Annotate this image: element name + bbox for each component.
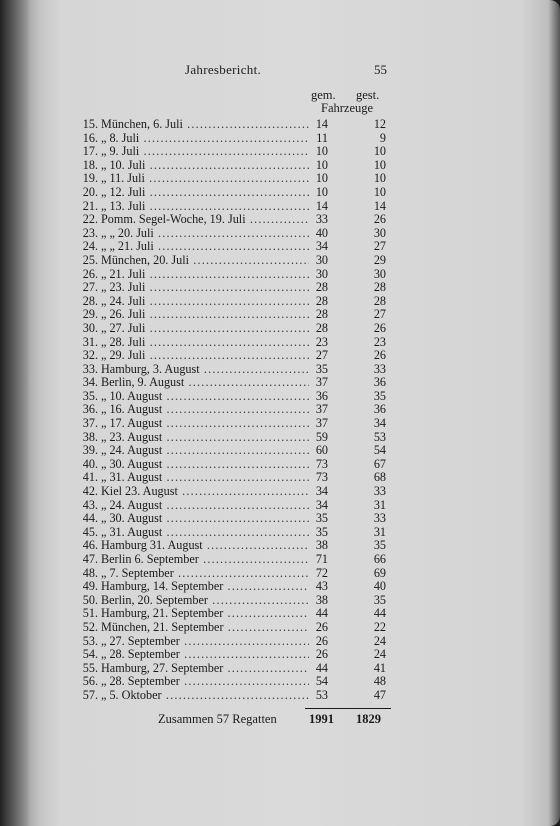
row-gem: 73	[315, 456, 328, 471]
row-event: „ 10. Juli .....	[101, 158, 309, 173]
row-number: 46.	[82, 538, 98, 553]
row-gem: 10	[315, 184, 328, 199]
table-row	[78, 430, 388, 444]
table-row	[78, 321, 388, 335]
row-number: 28.	[82, 293, 98, 308]
row-gest: 40	[373, 579, 386, 594]
row-event: München, 6. Juli .....	[101, 117, 309, 132]
table-row	[78, 267, 388, 281]
total-gest: 1829	[356, 712, 381, 726]
row-event: „ 12. Juli .....	[101, 185, 309, 200]
row-gem: 34	[315, 497, 328, 512]
row-number: 18.	[82, 157, 98, 172]
row-gem: 23	[315, 334, 328, 349]
row-number: 50.	[82, 592, 98, 607]
row-gem: 37	[315, 416, 328, 431]
table-row	[78, 335, 388, 349]
table-row	[78, 579, 388, 593]
row-gem: 26	[315, 619, 328, 634]
row-gem: 27	[315, 348, 328, 363]
row-gest: 24	[373, 633, 386, 648]
table-row	[78, 484, 388, 498]
row-event: „ „ 20. Juli .....	[101, 226, 309, 241]
row-event: „ 28. September .....	[101, 647, 309, 662]
row-number: 26.	[82, 266, 98, 281]
row-gest: 28	[373, 293, 386, 308]
row-gem: 53	[315, 687, 328, 702]
row-gem: 73	[315, 470, 328, 485]
row-number: 23.	[82, 225, 98, 240]
row-event: „ 31. August .....	[101, 525, 309, 540]
row-number: 25.	[82, 252, 98, 267]
row-gest: 44	[373, 606, 386, 621]
regatta-table	[78, 117, 388, 702]
row-event: „ 26. Juli .....	[101, 307, 309, 322]
table-row	[78, 566, 388, 580]
row-gem: 59	[315, 429, 328, 444]
total-gem: 1991	[309, 712, 334, 726]
row-number: 17.	[82, 144, 98, 159]
table-row	[78, 634, 388, 648]
row-gest: 26	[373, 212, 386, 227]
column-header-gest: gest.	[356, 88, 380, 102]
row-gest: 34	[373, 416, 386, 431]
row-number: 37.	[82, 416, 98, 431]
row-gest: 12	[373, 117, 386, 131]
row-number: 21.	[82, 198, 98, 213]
row-event: Kiel 23. August .....	[101, 484, 309, 499]
row-gest: 10	[373, 171, 386, 186]
row-event: „ 31. August .....	[101, 470, 309, 485]
row-gest: 28	[373, 280, 386, 295]
row-number: 55.	[82, 660, 98, 675]
row-gest: 35	[373, 538, 386, 553]
row-number: 43.	[82, 497, 98, 512]
row-gest: 31	[373, 524, 386, 539]
row-gest: 36	[373, 375, 386, 390]
row-gest: 10	[373, 144, 386, 159]
row-event: „ 16. August .....	[101, 402, 309, 417]
row-event: „ 23. August .....	[101, 430, 309, 445]
row-number: 29.	[82, 307, 98, 322]
book-spine	[0, 0, 30, 826]
table-row	[78, 552, 388, 566]
row-number: 49.	[82, 579, 98, 594]
row-gest: 27	[373, 307, 386, 322]
row-gem: 35	[315, 524, 328, 539]
row-gem: 60	[315, 443, 328, 458]
row-event: Berlin 6. September .....	[101, 552, 309, 567]
table-row	[78, 131, 388, 145]
row-event: „ 5. Oktober .....	[101, 688, 309, 703]
table-row	[78, 511, 388, 525]
row-number: 48.	[82, 565, 98, 580]
table-row	[78, 307, 388, 321]
row-event: Hamburg, 14. September .....	[101, 579, 309, 594]
row-number: 56.	[82, 674, 98, 689]
row-gem: 38	[315, 592, 328, 607]
row-number: 39.	[82, 443, 98, 458]
row-gest: 33	[373, 511, 386, 526]
row-gem: 43	[315, 579, 328, 594]
row-gem: 28	[315, 307, 328, 322]
row-gest: 47	[373, 687, 386, 702]
running-title: Jahresbericht.	[185, 62, 262, 77]
row-event: Hamburg, 21. September .....	[101, 606, 309, 621]
row-gem: 10	[315, 171, 328, 186]
row-gest: 10	[373, 184, 386, 199]
table-row	[78, 389, 388, 403]
row-event: „ 29. Juli .....	[101, 348, 309, 363]
row-number: 32.	[82, 348, 98, 363]
row-gest: 27	[373, 239, 386, 254]
table-row	[78, 593, 388, 607]
row-gest: 30	[373, 266, 386, 281]
row-number: 53.	[82, 633, 98, 648]
table-row	[78, 226, 388, 240]
row-number: 54.	[82, 647, 98, 662]
row-gem: 30	[315, 266, 328, 281]
row-event: „ „ 21. Juli .....	[101, 239, 309, 254]
row-event: „ 17. August .....	[101, 416, 309, 431]
row-number: 47.	[82, 552, 98, 566]
row-number: 45.	[82, 524, 98, 539]
row-number: 20.	[82, 184, 98, 199]
table-row	[78, 661, 388, 675]
row-event: Berlin, 9. August .....	[101, 375, 309, 390]
row-event: „ 30. August .....	[101, 457, 309, 472]
row-number: 24.	[82, 239, 98, 254]
table-row	[78, 185, 388, 199]
row-gest: 48	[373, 674, 386, 689]
table-row	[78, 525, 388, 539]
row-event: „ 8. Juli .....	[101, 131, 309, 146]
row-gest: 31	[373, 497, 386, 512]
table-row	[78, 280, 388, 294]
row-gest: 9	[379, 130, 386, 145]
row-number: 52.	[82, 619, 98, 634]
row-event: „ 13. Juli .....	[101, 199, 309, 214]
row-gest: 10	[373, 157, 386, 172]
row-gest: 29	[373, 252, 386, 267]
table-row	[78, 117, 388, 131]
table-row	[78, 674, 388, 688]
row-gem: 28	[315, 320, 328, 335]
row-gem: 35	[315, 511, 328, 526]
row-number: 22.	[82, 212, 98, 227]
column-header-gem: gem.	[311, 88, 336, 102]
row-number: 30.	[82, 320, 98, 335]
row-gest: 53	[373, 429, 386, 444]
row-event: „ 7. September .....	[101, 566, 309, 581]
row-event: „ 28. Juli .....	[101, 335, 309, 350]
row-gest: 67	[373, 456, 386, 471]
table-row	[78, 294, 388, 308]
table-row	[78, 647, 388, 661]
row-number: 41.	[82, 470, 98, 485]
row-gest: 66	[373, 552, 386, 566]
table-row	[78, 416, 388, 430]
row-gest: 69	[373, 565, 386, 580]
row-gem: 28	[315, 293, 328, 308]
table-row	[78, 620, 388, 634]
total-rule	[305, 708, 391, 709]
row-number: 44.	[82, 511, 98, 526]
row-gest: 68	[373, 470, 386, 485]
row-gem: 44	[315, 660, 328, 675]
table-row	[78, 199, 388, 213]
row-gem: 26	[315, 633, 328, 648]
row-gest: 14	[373, 198, 386, 213]
row-gem: 72	[315, 565, 328, 580]
row-event: Hamburg, 3. August .....	[101, 362, 309, 377]
row-number: 38.	[82, 429, 98, 444]
total-label: Zusammen 57 Regatten	[158, 712, 277, 726]
table-row	[78, 443, 388, 457]
row-gest: 36	[373, 402, 386, 417]
table-row	[78, 538, 388, 552]
table-row	[78, 362, 388, 376]
row-number: 15.	[82, 117, 98, 131]
table-row	[78, 144, 388, 158]
row-gem: 33	[315, 212, 328, 227]
table-row	[78, 375, 388, 389]
row-event: Hamburg, 27. September .....	[101, 661, 309, 676]
row-number: 19.	[82, 171, 98, 186]
row-gem: 11	[316, 130, 328, 145]
row-gest: 30	[373, 225, 386, 240]
row-gem: 35	[315, 361, 328, 376]
row-number: 31.	[82, 334, 98, 349]
row-event: „ 30. August .....	[101, 511, 309, 526]
row-event: Pomm. Segel-Woche, 19. Juli .....	[101, 212, 309, 227]
page-number: 55	[374, 62, 387, 77]
total-row	[0, 712, 560, 728]
row-event: „ 23. Juli .....	[101, 280, 309, 295]
row-event: Berlin, 20. September .....	[101, 593, 309, 608]
row-event: „ 21. Juli .....	[101, 267, 309, 282]
row-gem: 71	[315, 552, 328, 566]
row-event: München, 20. Juli .....	[101, 253, 309, 268]
row-event: „ 10. August .....	[101, 389, 309, 404]
row-gem: 34	[315, 239, 328, 254]
column-header-fahrzeuge: Fahrzeuge	[321, 101, 374, 115]
row-gem: 38	[315, 538, 328, 553]
row-event: „ 24. August .....	[101, 443, 309, 458]
row-gem: 34	[315, 484, 328, 499]
row-number: 36.	[82, 402, 98, 417]
row-number: 33.	[82, 361, 98, 376]
table-row	[78, 470, 388, 484]
row-number: 34.	[82, 375, 98, 390]
table-row	[78, 457, 388, 471]
row-event: München, 21. September .....	[101, 620, 309, 635]
row-event: „ 11. Juli .....	[101, 171, 309, 186]
row-gem: 26	[315, 647, 328, 662]
row-number: 40.	[82, 456, 98, 471]
row-number: 16.	[82, 130, 98, 145]
row-event: „ 24. Juli .....	[101, 294, 309, 309]
row-gest: 22	[373, 619, 386, 634]
row-number: 27.	[82, 280, 98, 295]
table-row	[78, 606, 388, 620]
row-number: 42.	[82, 484, 98, 499]
row-gem: 37	[315, 402, 328, 417]
table-row	[78, 498, 388, 512]
row-number: 57.	[82, 687, 98, 702]
row-number: 35.	[82, 388, 98, 403]
row-event: Hamburg 31. August .....	[101, 538, 309, 553]
row-event: „ 27. September .....	[101, 634, 309, 649]
row-gem: 36	[315, 388, 328, 403]
row-gem: 40	[315, 225, 328, 240]
table-row	[78, 253, 388, 267]
row-gest: 24	[373, 647, 386, 662]
row-number: 51.	[82, 606, 98, 621]
row-gest: 33	[373, 484, 386, 499]
table-row	[78, 171, 388, 185]
row-gest: 26	[373, 320, 386, 335]
table-row	[78, 402, 388, 416]
row-gest: 33	[373, 361, 386, 376]
row-event: „ 9. Juli .....	[101, 144, 309, 159]
row-gest: 35	[373, 592, 386, 607]
row-gem: 14	[315, 198, 328, 213]
row-gem: 28	[315, 280, 328, 295]
table-row	[78, 239, 388, 253]
row-gem: 10	[315, 157, 328, 172]
row-gest: 23	[373, 334, 386, 349]
table-row	[78, 212, 388, 226]
page-header	[0, 62, 560, 80]
row-gem: 44	[315, 606, 328, 621]
row-gem: 10	[315, 144, 328, 159]
table-row	[78, 688, 388, 702]
row-gest: 35	[373, 388, 386, 403]
row-event: „ 24. August .....	[101, 498, 309, 513]
row-gem: 30	[315, 252, 328, 267]
row-gest: 41	[373, 660, 386, 675]
row-event: „ 27. Juli .....	[101, 321, 309, 336]
row-gest: 26	[373, 348, 386, 363]
row-event: „ 28. September .....	[101, 674, 309, 689]
table-row	[78, 158, 388, 172]
row-gem: 54	[315, 674, 328, 689]
row-gem: 14	[315, 117, 328, 131]
table-row	[78, 348, 388, 362]
row-gest: 54	[373, 443, 386, 458]
row-gem: 37	[315, 375, 328, 390]
